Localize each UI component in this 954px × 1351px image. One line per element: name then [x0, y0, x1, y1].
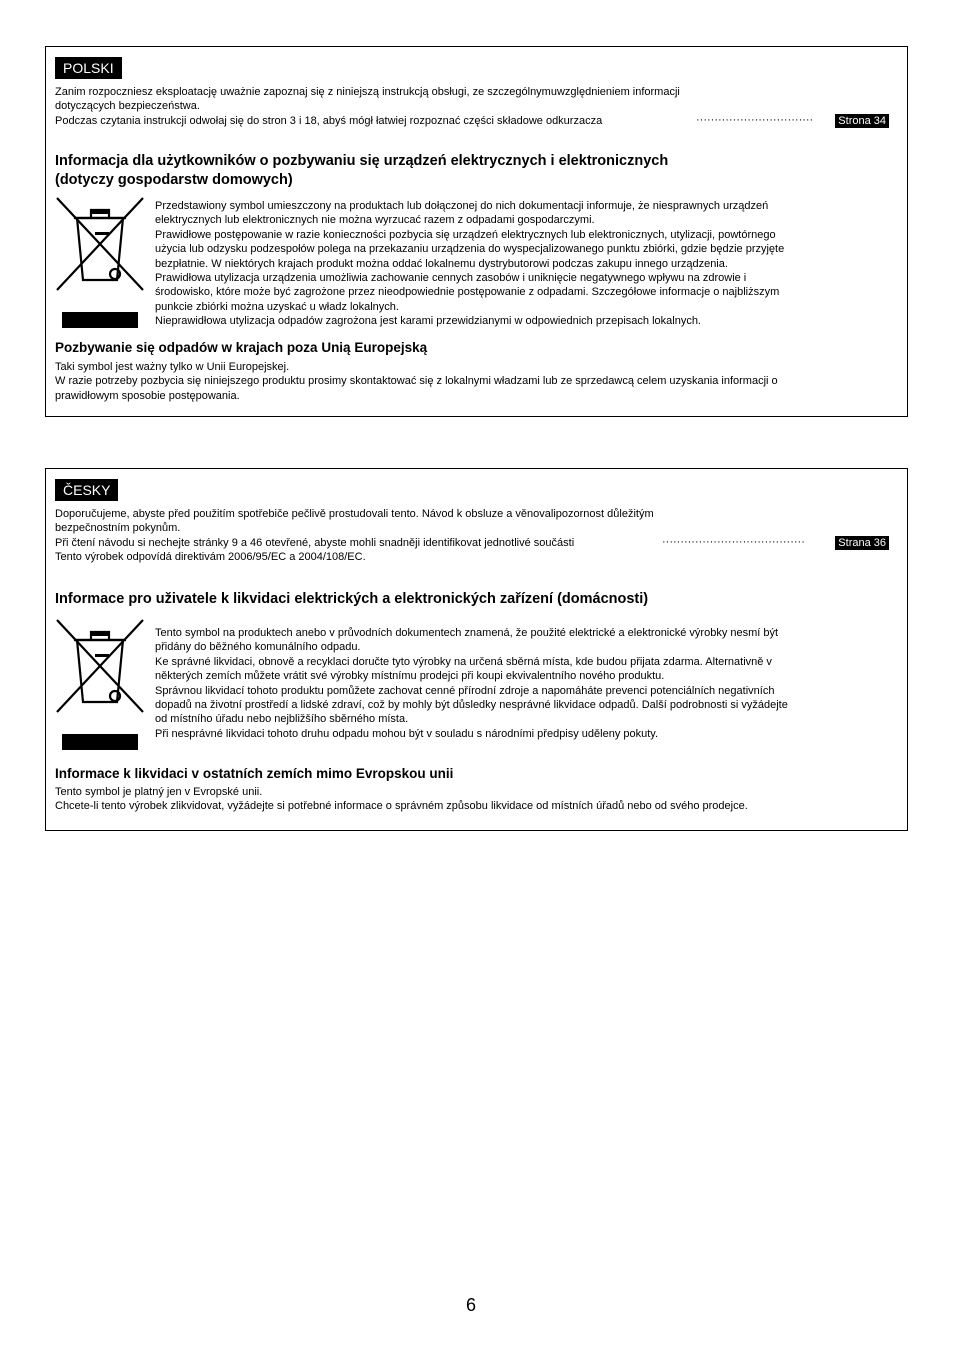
body-line: Tento symbol je platný jen v Evropské unii.: [55, 786, 263, 798]
subsection-heading: Informace k likvidaci v ostatních zemích mimo Evropskou unii: [55, 766, 454, 781]
body-line: Prawidłowa utylizacja urządzenia umożliwia zachowanie cennych zasobów i uniknięcie negatywnego wpływu na zdrowie i: [155, 272, 747, 285]
section-polski: [45, 46, 908, 417]
body-line: bezpłatnie. W niektórych krajach produkt można oddać lokalnemu dystrybutorowi podczas zakupu innego urządzenia.: [155, 257, 728, 270]
body-line: Prawidłowe postępowanie w razie konieczności pozbycia się urządzeń elektrycznych lub elektronicznych, utylizacji, powtórnego: [155, 228, 776, 241]
crossed-out-wheelie-bin-icon: [55, 196, 145, 328]
body-line: přidány do běžného komunálního odpadu.: [155, 641, 361, 654]
body-line: użycia lub odzysku podzespołów polega na przekazaniu urządzenia do wyspecjalizowanego punktu zbiórki, gdzie będzie przyjęte: [155, 243, 785, 256]
body-line: Při nesprávné likvidaci tohoto druhu odpadu mohou být v souladu s národními předpisy uděleny pokuty.: [155, 727, 659, 740]
body-line: od místního úřadu nebo nejbližšího sběrného místa.: [155, 713, 409, 726]
crossed-out-wheelie-bin-icon: [55, 618, 145, 750]
body-line: dopadů na životní prostředí a lidské zdraví, což by mohly být důsledky nesprávné likvidace odpadů. Další podrobnosti si vyžádejte: [155, 699, 788, 712]
body-line: Chcete-li tento výrobek zlikvidovat, vyžádejte si potřebné informace o správném způsobu likvidace od místních úřadů nebo od svého prodejce.: [55, 800, 748, 813]
leader-dots: ································: [696, 114, 814, 126]
body-line: prawidłowym sposobie postępowania.: [55, 389, 240, 402]
body-line: Taki symbol jest ważny tylko w Unii Europejskej.: [55, 361, 290, 373]
disposal-info-text: [155, 626, 897, 741]
section-heading: [55, 152, 895, 190]
body-line: Ke správné likvidaci, obnově a recyklaci doručte tyto výrobky na určená sběrná místa, kde budou přijata zdarma. Alternativně v: [155, 655, 772, 668]
subsection-heading: Pozbywanie się odpadów w krajach poza Unią Europejską: [55, 340, 428, 355]
intro-line: Zanim rozpoczniesz eksploatację uważnie zapoznaj się z niniejszą instrukcją obsługi, ze szczególnymuwzględnieniem informacji: [55, 86, 680, 98]
body-line: W razie potrzeby pozbycia się niniejszego produktu prosimy skontaktować się z lokalnymi władzami lub ze sprzedawcą celem uzyskania informacji o: [55, 375, 778, 388]
non-eu-disposal-text: [55, 360, 900, 403]
page-number: 6: [466, 1295, 477, 1315]
language-tag-polski: POLSKI: [55, 57, 122, 79]
page-reference-badge: Strana 36: [835, 536, 889, 550]
intro-line: Podczas czytania instrukcji odwołaj się do stron 3 i 18, abyś mógł łatwiej rozpoznać części składowe odkurzacza: [55, 114, 603, 127]
section-heading: [55, 590, 895, 609]
body-line: punkcie zbiórki można uzyskać u władz lokalnych.: [155, 300, 399, 313]
language-tag-cesky: ČESKY: [55, 479, 118, 501]
intro-line: Tento výrobek odpovídá direktivám 2006/95/EC a 2004/108/EC.: [55, 550, 366, 563]
body-line: środowisko, które może być zagrożone przez nieodpowiednie postępowanie z odpadami. Szczegółowe informacje o najbliższym: [155, 286, 780, 299]
page-reference-badge: Strona 34: [835, 114, 889, 128]
leader-dots: ·······································: [662, 536, 805, 548]
intro-line: Doporučujeme, abyste před použitím spotřebiče pečlivě prostudovali tento. Návod k obsluze a věnovalipozornost důležitým: [55, 508, 654, 520]
body-line: některých zemích můžete vrátit své výrobky místnímu prodejci při koupi ekvivalentního nového produktu.: [155, 670, 665, 683]
body-line: Nieprawidłowa utylizacja odpadów zagrożona jest karami przewidzianymi w odpowiednich przepisach lokalnych.: [155, 315, 701, 328]
heading-line: Informace pro uživatele k likvidaci elektrických a elektronických zařízení (domácnosti): [55, 591, 649, 607]
intro-line: Při čtení návodu si nechejte stránky 9 a 46 otevřené, abyste mohli snadněji identifikovat jednotlivé součásti: [55, 536, 575, 549]
non-eu-disposal-text: [55, 785, 900, 814]
heading-line: (dotyczy gospodarstw domowych): [55, 172, 293, 188]
body-line: Przedstawiony symbol umieszczony na produktach lub dołączonej do nich dokumentacji informuje, że niesprawnych urządzeń: [155, 200, 769, 212]
body-line: elektrycznych lub elektronicznych nie można wyrzucać razem z odpadami gospodarczymi.: [155, 214, 595, 227]
intro-line: bezpečnostním pokynům.: [55, 522, 181, 535]
section-cesky: [45, 468, 908, 831]
intro-line: dotyczących bezpieczeństwa.: [55, 100, 200, 113]
heading-line: Informacja dla użytkowników o pozbywaniu się urządzeń elektrycznych i elektronicznych: [55, 153, 669, 169]
disposal-info-text: [155, 199, 897, 329]
body-line: Tento symbol na produktech anebo v průvodních dokumentech znamená, že použité elektrické a elektronické výrobky nesmí být: [155, 627, 779, 639]
body-line: Správnou likvidací tohoto produktu pomůžete zachovat cenné přírodní zdroje a napomáháte prevenci potenciálních negativních: [155, 684, 775, 697]
